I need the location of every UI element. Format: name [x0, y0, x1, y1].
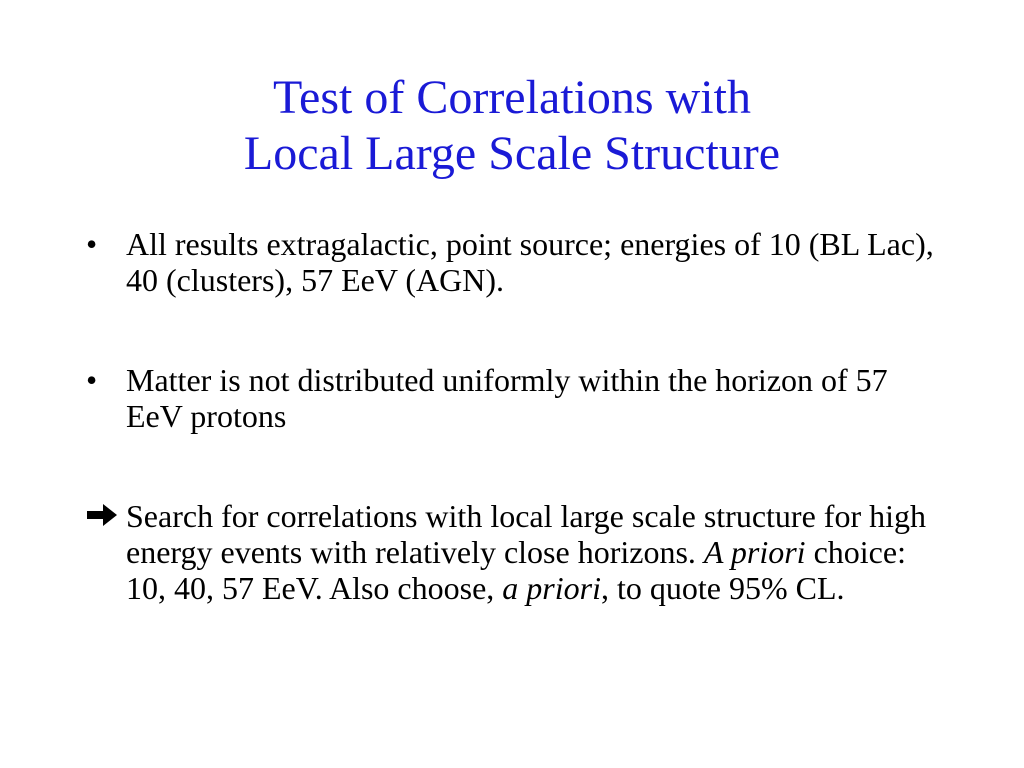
- right-arrow-icon: [86, 502, 118, 528]
- slide-title: [0, 70, 1024, 182]
- bullet-marker: •: [86, 226, 98, 262]
- title-line-2: Local Large Scale Structure: [243, 127, 781, 180]
- bullet-item-3: [86, 498, 936, 606]
- arrow-text-part-1: Search for correlations with local large scale structure for high energy events with relatively close horizons.: [126, 498, 926, 570]
- arrow-text-part-2: choice: 10, 40, 57 EeV. Also choose,: [126, 534, 906, 606]
- arrow-marker: [86, 498, 126, 534]
- bullet-marker: •: [86, 362, 98, 398]
- bullet-item-1: [86, 226, 936, 298]
- arrow-text-italic-2: a priori: [502, 570, 601, 606]
- bullet-item-2: [86, 362, 936, 434]
- bullet-text-1: All results extragalactic, point source; energies of 10 (BL Lac), 40 (clusters), 57 EeV (AGN).: [126, 226, 934, 298]
- title-line-1: Test of Correlations with: [273, 71, 751, 124]
- arrow-text-italic-1: A priori: [703, 534, 806, 570]
- bullet-list: [86, 226, 936, 670]
- arrow-text-part-3: , to quote 95% CL.: [600, 570, 845, 606]
- bullet-text-3: [126, 498, 926, 606]
- bullet-text-2: Matter is not distributed uniformly within the horizon of 57 EeV protons: [126, 362, 888, 434]
